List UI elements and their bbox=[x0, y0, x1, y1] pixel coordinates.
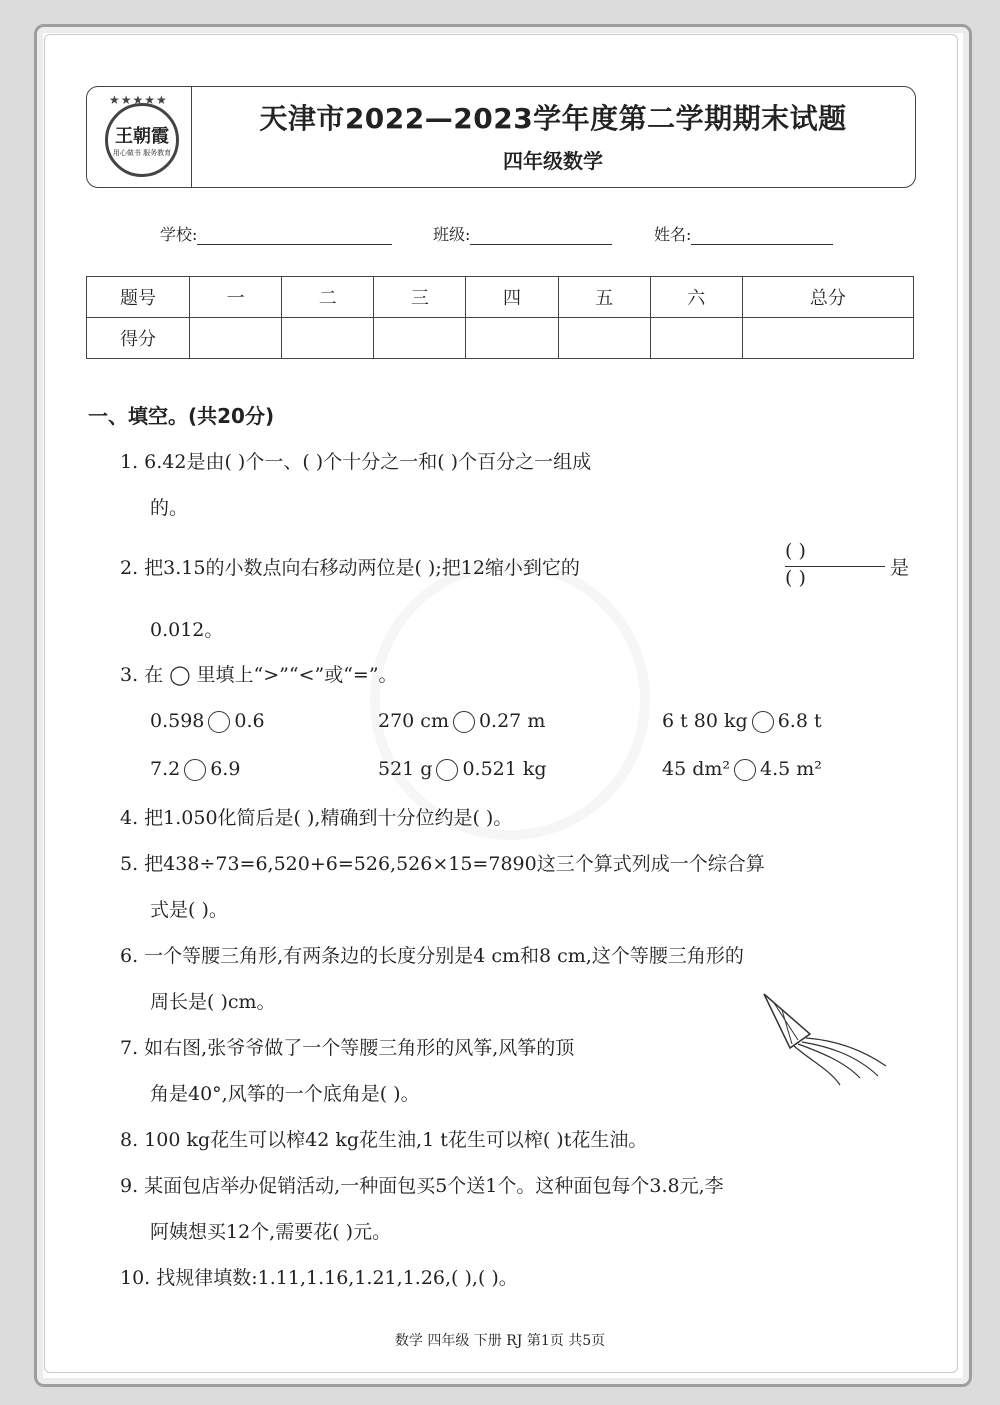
score-cell[interactable] bbox=[190, 318, 282, 359]
table-cell: 四 bbox=[466, 277, 558, 318]
compare-circle[interactable] bbox=[734, 759, 756, 781]
score-cell[interactable] bbox=[742, 318, 913, 359]
question-7: 7. 如右图,张爷爷做了一个等腰三角形的风筝,风筝的顶 bbox=[120, 1037, 575, 1059]
question-1: 1. 6.42是由( )个一、( )个十分之一和( )个百分之一组成 bbox=[120, 451, 592, 473]
score-cell[interactable] bbox=[650, 318, 742, 359]
question-8: 8. 100 kg花生可以榨42 kg花生油,1 t花生可以榨( )t花生油。 bbox=[120, 1129, 648, 1151]
question-5: 5. 把438÷73=6,520+6=526,526×15=7890这三个算式列成一个综合算 bbox=[120, 853, 765, 875]
score-cell[interactable] bbox=[282, 318, 374, 359]
watermark bbox=[370, 560, 650, 840]
score-table bbox=[86, 276, 914, 359]
score-cell[interactable] bbox=[374, 318, 466, 359]
question-3: 3. 在 ◯ 里填上“>”“<”或“=”。 bbox=[120, 664, 398, 686]
table-cell: 六 bbox=[650, 277, 742, 318]
page-title: 天津市2022—2023学年度第二学期期末试题 bbox=[259, 102, 847, 135]
logo-subtext: 用心做书 服务教育 bbox=[112, 149, 172, 157]
name-field[interactable] bbox=[654, 222, 833, 245]
compare-right: 0.6 bbox=[234, 710, 265, 732]
question-4: 4. 把1.050化简后是( ),精确到十分位约是( )。 bbox=[120, 807, 513, 829]
question-1-cont: 的。 bbox=[150, 497, 189, 519]
question-2-suffix: 是 bbox=[890, 557, 910, 579]
kite-icon bbox=[760, 990, 890, 1100]
question-9-cont: 阿姨想买12个,需要花( )元。 bbox=[150, 1221, 392, 1243]
question-10: 10. 找规律填数:1.11,1.16,1.21,1.26,( ),( )。 bbox=[120, 1267, 518, 1289]
fraction-blank[interactable] bbox=[785, 540, 885, 589]
logo-stars-icon: ★★★★★ bbox=[109, 93, 168, 107]
logo bbox=[87, 87, 192, 187]
compare-circle[interactable] bbox=[436, 759, 458, 781]
compare-item bbox=[150, 710, 265, 733]
score-cell[interactable] bbox=[558, 318, 650, 359]
table-cell: 一 bbox=[190, 277, 282, 318]
table-cell: 题号 bbox=[87, 277, 190, 318]
table-cell: 得分 bbox=[87, 318, 190, 359]
school-label: 学校: bbox=[160, 225, 198, 244]
section-title: 一、填空。(共20分) bbox=[88, 404, 275, 428]
page-footer: 数学 四年级 下册 RJ 第1页 共5页 bbox=[394, 1333, 606, 1349]
name-label: 姓名: bbox=[654, 225, 692, 244]
question-6-cont: 周长是( )cm。 bbox=[150, 991, 276, 1013]
table-cell: 总分 bbox=[742, 277, 913, 318]
class-input-line[interactable] bbox=[470, 226, 612, 245]
compare-item bbox=[378, 758, 547, 781]
table-row bbox=[87, 277, 914, 318]
compare-left: 270 cm bbox=[378, 710, 449, 732]
compare-item bbox=[662, 710, 822, 733]
compare-left: 521 g bbox=[378, 758, 433, 780]
compare-item bbox=[150, 758, 240, 781]
compare-circle[interactable] bbox=[752, 711, 774, 733]
compare-item bbox=[378, 710, 545, 733]
name-input-line[interactable] bbox=[691, 226, 833, 245]
fraction-bar: ( ) bbox=[785, 566, 885, 589]
question-2-cont: 0.012。 bbox=[150, 619, 224, 641]
table-cell: 三 bbox=[374, 277, 466, 318]
exam-header bbox=[86, 86, 916, 188]
fraction-numerator: ( ) bbox=[785, 540, 806, 562]
compare-right: 4.5 m² bbox=[760, 758, 822, 780]
compare-left: 45 dm² bbox=[662, 758, 731, 780]
compare-circle[interactable] bbox=[208, 711, 230, 733]
compare-right: 0.27 m bbox=[478, 710, 546, 732]
compare-left: 0.598 bbox=[150, 710, 205, 732]
compare-circle[interactable] bbox=[184, 759, 206, 781]
logo-seal-icon bbox=[105, 103, 179, 177]
compare-circle[interactable] bbox=[453, 711, 475, 733]
school-field[interactable] bbox=[160, 222, 392, 245]
class-field[interactable] bbox=[433, 222, 612, 245]
page-subtitle: 四年级数学 bbox=[503, 149, 603, 173]
question-2: 2. 把3.15的小数点向右移动两位是( );把12缩小到它的 bbox=[120, 557, 580, 579]
question-6: 6. 一个等腰三角形,有两条边的长度分别是4 cm和8 cm,这个等腰三角形的 bbox=[120, 945, 744, 967]
compare-left: 7.2 bbox=[150, 758, 181, 780]
school-input-line[interactable] bbox=[197, 226, 392, 245]
compare-item bbox=[662, 758, 822, 781]
question-5-cont: 式是( )。 bbox=[150, 899, 228, 921]
compare-right: 0.521 kg bbox=[462, 758, 547, 780]
question-9: 9. 某面包店举办促销活动,一种面包买5个送1个。这种面包每个3.8元,李 bbox=[120, 1175, 724, 1197]
score-cell[interactable] bbox=[466, 318, 558, 359]
compare-right: 6.8 t bbox=[777, 710, 822, 732]
compare-right: 6.9 bbox=[210, 758, 241, 780]
class-label: 班级: bbox=[433, 225, 471, 244]
table-row bbox=[87, 318, 914, 359]
table-cell: 五 bbox=[558, 277, 650, 318]
logo-text: 王朝霞 bbox=[115, 126, 169, 147]
question-7-cont: 角是40°,风筝的一个底角是( )。 bbox=[150, 1083, 420, 1105]
table-cell: 二 bbox=[282, 277, 374, 318]
compare-left: 6 t 80 kg bbox=[662, 710, 748, 732]
